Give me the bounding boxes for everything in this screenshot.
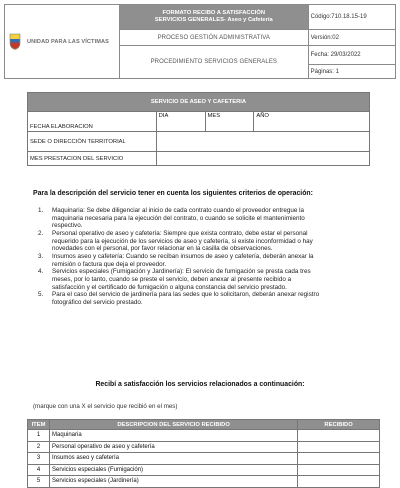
criteria-item	[38, 291, 386, 306]
mes-field[interactable]	[205, 112, 254, 132]
table-row	[28, 453, 380, 465]
criteria-item-line: requerido para la ejecución de los servicios de aseo y cafetería, si existe inconformidad o hay	[52, 237, 313, 245]
title-line-1: FORMATO RECIBO A SATISFACCIÓN	[162, 10, 266, 17]
fecha-label: FECHA ELABORACION	[28, 112, 157, 132]
anio-field[interactable]	[254, 112, 370, 132]
col-received-header: RECIBIDO	[298, 420, 380, 430]
item-description: Insumos aseo y cafetería	[49, 453, 297, 465]
table-row	[28, 430, 380, 442]
document-title	[120, 5, 309, 30]
mes-prestacion-field[interactable]	[156, 152, 369, 166]
dia-field[interactable]	[156, 112, 205, 132]
criteria-item-line: novedades con el personal, por favor relacionar en la casilla de observaciones.	[52, 245, 273, 253]
criteria-item-line: Para el caso del servicio de jardinería para las sedes que lo solicitaron, deberán anexar registro	[52, 291, 320, 299]
received-checkbox-cell[interactable]	[298, 441, 380, 453]
criteria-item-line: meses, por lo tanto, cuando se preste el servicio, deben anexar al presente recibido a	[52, 275, 292, 283]
code-cell: Código:710.18.15-19	[308, 5, 395, 30]
criteria-item-line: Personal operativo de aseo y cafetería: Siempre que exista contrato, debe estar el personal	[52, 229, 308, 237]
item-number: 1	[28, 430, 50, 442]
service-table-title: SERVICIO DE ASEO Y CAFETERIA	[28, 93, 370, 112]
items-table	[27, 419, 380, 488]
criteria-item	[38, 207, 386, 230]
item-number: 4	[28, 464, 50, 476]
criteria-item-line: Servicios especiales (Fumigación y Jardinería): El servicio de fumigación se presta cada tres	[52, 268, 311, 276]
document-header	[4, 4, 396, 79]
mes-prestacion-label: MES PRESTACION DEL SERVICIO	[28, 152, 157, 166]
criteria-title: Para la descripción del servicio tener en cuenta los siguientes criterios de operación:	[33, 190, 313, 197]
received-checkbox-cell[interactable]	[298, 430, 380, 442]
logo	[5, 33, 119, 50]
sede-field[interactable]	[156, 132, 369, 152]
procedure-name: PROCEDIMIENTO SERVICIOS GENERALES	[120, 46, 309, 79]
received-checkbox-cell[interactable]	[298, 476, 380, 488]
title-line-2: SERVICIOS GENERALES- Aseo y Cafetería	[154, 17, 273, 24]
pages-cell: Páginas: 1	[308, 65, 395, 79]
item-description: Personal operativo de aseo y cafetería	[49, 441, 297, 453]
version-cell: Versión:02	[308, 30, 395, 46]
item-number: 2	[28, 441, 50, 453]
item-description: Servicios especiales (Jardinería)	[49, 476, 297, 488]
dia-label: DIA	[158, 113, 169, 119]
table-row	[28, 464, 380, 476]
received-checkbox-cell[interactable]	[298, 453, 380, 465]
col-item-header: ITEM	[28, 420, 50, 430]
criteria-list	[38, 207, 386, 307]
criteria-item-line: remisión o factura que deja el proveedor.	[52, 260, 167, 268]
criteria-item	[38, 253, 386, 268]
mes-label: MES	[207, 113, 221, 119]
process-name: PROCESO GESTIÓN ADMINISTRATIVA	[120, 30, 309, 46]
receipt-title: Recibí a satisfacción los servicios relacionados a continuación:	[95, 381, 305, 388]
item-number: 3	[28, 453, 50, 465]
colombia-shield-icon	[9, 33, 21, 50]
criteria-item-number: 5.	[38, 291, 44, 299]
date-cell: Fecha: 29/03/2022	[308, 46, 395, 65]
criteria-item-line: fotográfico del servicio prestado.	[52, 298, 143, 306]
anio-label: AÑO	[256, 113, 269, 119]
criteria-item-number: 1.	[38, 207, 44, 214]
criteria-item	[38, 230, 386, 253]
logo-cell	[5, 5, 120, 79]
criteria-item-line: Insumos aseo y cafetería: Cuando se reciban insumos de aseo y cafetería, deberán anexar la	[52, 252, 314, 260]
mark-note: (marque con una X el servicio que recibió en el mes)	[33, 403, 178, 410]
criteria-item-line: Maquinaria: Se debe diligenciar al inicio de cada contrato cuando el proveedor entregue la	[52, 207, 305, 214]
criteria-item-number: 3.	[38, 252, 44, 260]
item-description: Servicios especiales (Fumigación)	[49, 464, 297, 476]
criteria-item-number: 2.	[38, 229, 44, 237]
criteria-item-line: maquinaria necesaria para la ejecución del contrato, o cuando se solicite el mantenimiento	[52, 214, 305, 222]
item-description: Maquinaria	[49, 430, 297, 442]
table-row	[28, 441, 380, 453]
criteria-item	[38, 268, 386, 291]
service-table	[27, 92, 370, 166]
criteria-item-number: 4.	[38, 268, 44, 276]
criteria-item-line: satisfacción y el certificado de fumigación o alguna constancia del servicio prestado.	[52, 283, 287, 291]
col-desc-header: DESCRIPCION DEL SERVICIO RECIBIDO	[49, 420, 297, 430]
table-row	[28, 476, 380, 488]
criteria-item-line: respectivo.	[52, 222, 83, 230]
item-number: 5	[28, 476, 50, 488]
received-checkbox-cell[interactable]	[298, 464, 380, 476]
logo-text: UNIDAD PARA LAS VÍCTIMAS	[27, 38, 109, 45]
sede-label: SEDE O DIRECCIÓN TERRITORIAL	[28, 132, 157, 152]
